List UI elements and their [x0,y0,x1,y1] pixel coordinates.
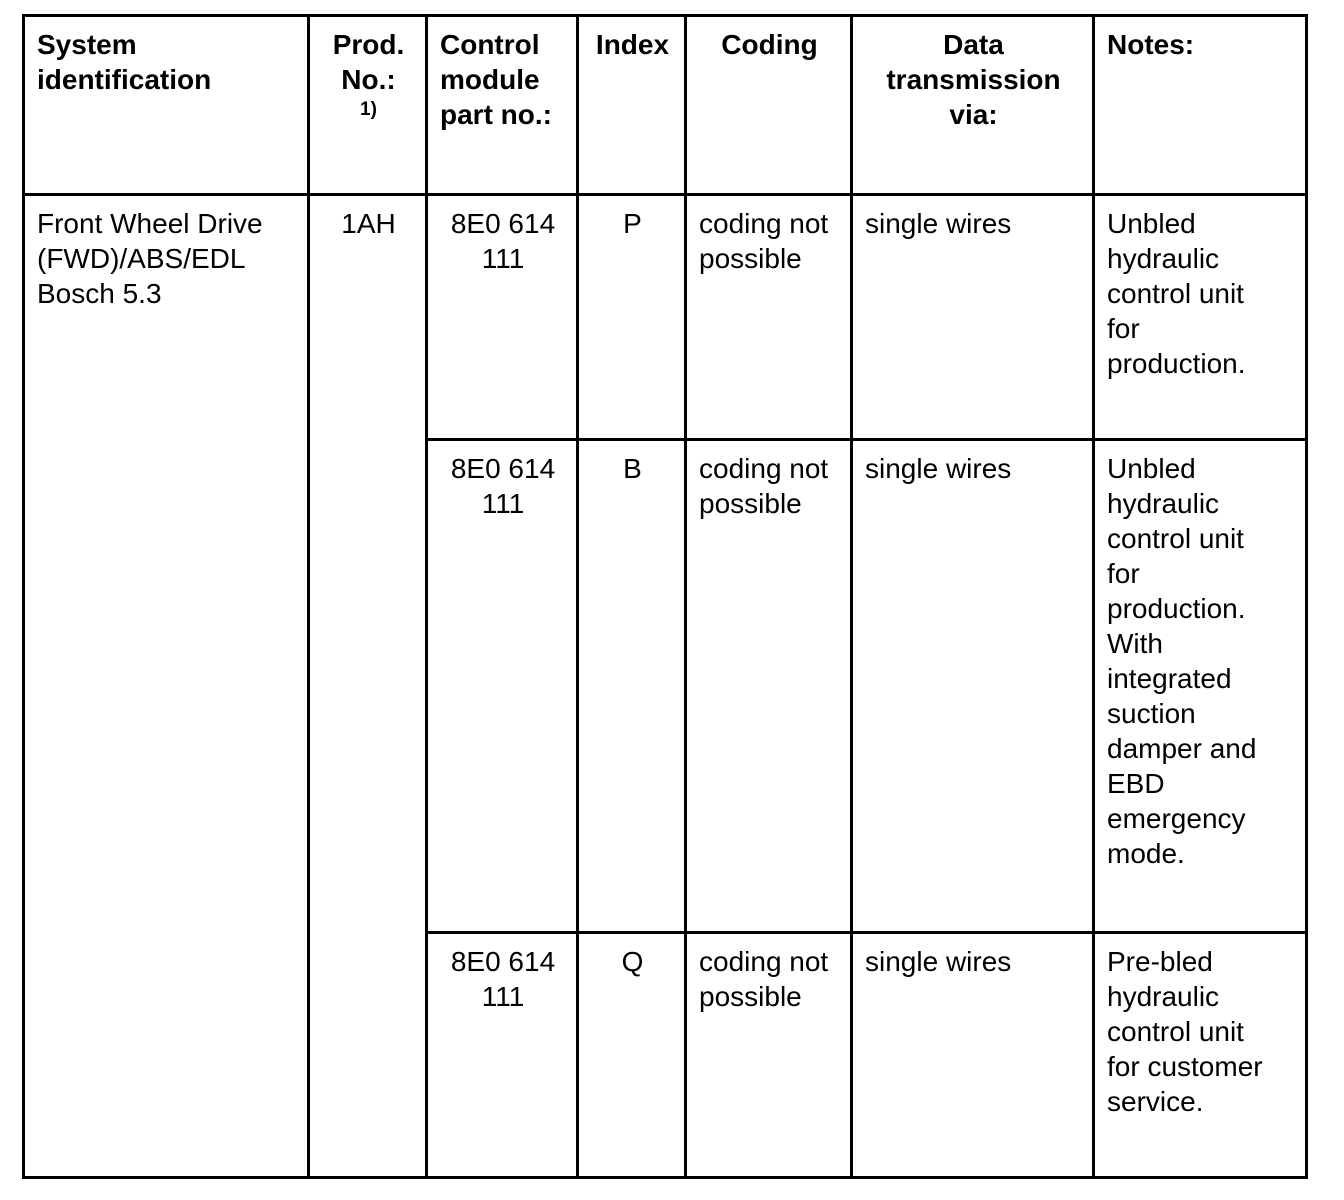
cell-text-line: 8E0 614 [450,453,556,484]
system-identification-table [22,14,1308,1179]
cell-text-line: EBD [1107,768,1165,799]
cell-text-line: production. [1107,593,1246,624]
cell-text-line: control unit [1107,278,1244,309]
header-coding [686,16,852,195]
header-text-line: Index [595,29,670,60]
cell-text-line: 111 [481,243,525,274]
header-system-identification [24,16,309,195]
header-text-line: Control [440,29,540,60]
cell-part-no [427,933,578,1178]
cell-prod-no: 1AH [309,195,427,1178]
cell-data-transmission: single wires [852,440,1094,933]
cell-text-line: emergency [1107,803,1246,834]
cell-text-line: 8E0 614 [450,946,556,977]
cell-text-line: coding not [699,208,829,239]
header-text-line: module [440,64,540,95]
cell-part-no [427,195,578,440]
cell-text-line: Unbled [1107,208,1196,239]
header-text-line: No.: [341,64,396,95]
cell-text-line: Bosch 5.3 [37,278,162,309]
cell-text-line: hydraulic [1107,243,1220,274]
cell-notes [1094,933,1307,1178]
cell-text-line: mode. [1107,838,1185,869]
header-text-line: via: [949,99,998,130]
cell-coding [686,195,852,440]
table-row [24,195,1307,440]
cell-data-transmission: single wires [852,195,1094,440]
cell-part-no [427,440,578,933]
cell-text-line: Front Wheel Drive [37,208,263,239]
cell-text-line: With [1107,628,1163,659]
cell-text-line: for [1107,313,1140,344]
cell-index: P [578,195,686,440]
cell-text-line: production. [1107,348,1246,379]
header-text-line: part no.: [440,99,552,130]
cell-text-line: coding not [699,946,829,977]
header-text-line: System [37,29,137,60]
cell-text-line: 111 [481,981,525,1012]
cell-text-line: coding not [699,453,829,484]
header-index [578,16,686,195]
header-text-line: Data [943,29,1004,60]
document-page [22,14,1308,1179]
cell-text-line: possible [699,488,802,519]
cell-text-line: Pre-bled [1107,946,1213,977]
cell-text-line: 8E0 614 [450,208,556,239]
cell-text-line: integrated [1107,663,1232,694]
cell-system-identification [24,195,309,1178]
header-text-line: identification [37,64,212,95]
cell-notes [1094,440,1307,933]
header-text-line: transmission [886,64,1061,95]
header-text-line: Prod. [332,29,405,60]
header-prod-no [309,16,427,195]
cell-text-line: control unit [1107,1016,1244,1047]
cell-text-line: possible [699,243,802,274]
header-notes [1094,16,1307,195]
cell-text-line: possible [699,981,802,1012]
cell-text-line: Unbled [1107,453,1196,484]
cell-coding [686,440,852,933]
header-text-line: Notes: [1107,29,1195,60]
cell-coding [686,933,852,1178]
cell-text-line: service. [1107,1086,1204,1117]
cell-data-transmission: single wires [852,933,1094,1178]
cell-text-line: suction [1107,698,1196,729]
cell-text-line: for [1107,558,1140,589]
footnote-reference: 1) [360,99,377,120]
header-data-transmission [852,16,1094,195]
cell-index: B [578,440,686,933]
cell-text-line: damper and [1107,733,1257,764]
cell-index: Q [578,933,686,1178]
header-text-line: Coding [721,29,818,60]
cell-notes [1094,195,1307,440]
header-row [24,16,1307,195]
header-control-module-part-no [427,16,578,195]
cell-text-line: hydraulic [1107,488,1220,519]
cell-text-line: (FWD)/ABS/EDL [37,243,246,274]
cell-text-line: 111 [481,488,525,519]
cell-text-line: for customer [1107,1051,1263,1082]
cell-text-line: hydraulic [1107,981,1220,1012]
cell-text-line: control unit [1107,523,1244,554]
